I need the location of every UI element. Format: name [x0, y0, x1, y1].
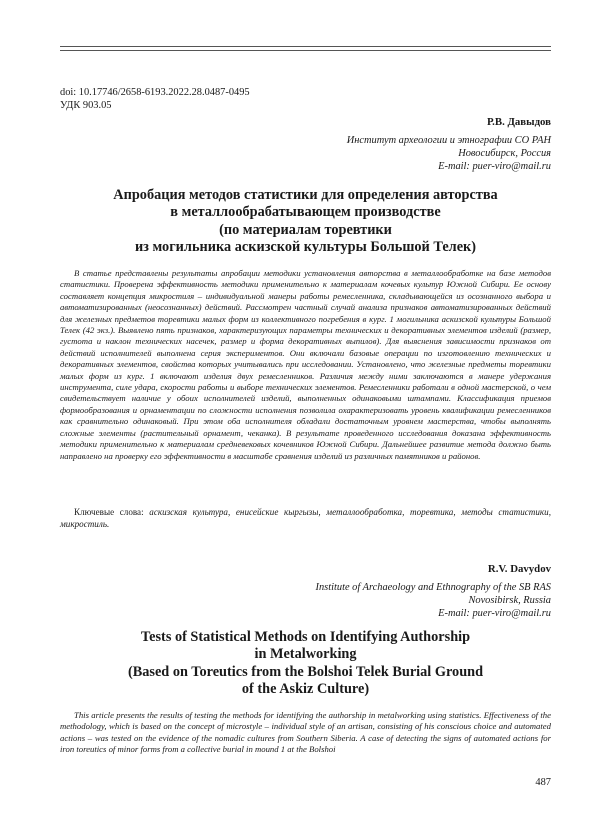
- keywords-label: Ключевые слова:: [74, 507, 144, 517]
- ru-affiliation: Институт археологии и этнографии СО РАН: [346, 135, 551, 146]
- keywords-text: аскизская культура, енисейские кыргызы, металлообработка, торевтика, методы статистики, микростиль.: [60, 507, 551, 529]
- ru-title-line: в металлообрабатывающем производстве: [170, 204, 441, 221]
- en-location: Novosibirsk, Russia: [468, 595, 551, 606]
- ru-keywords: [60, 507, 551, 531]
- ru-title: [60, 187, 551, 257]
- ru-title-line: (по материалам торевтики: [219, 221, 392, 238]
- en-title-line: in Metalworking: [254, 646, 357, 663]
- ru-email: E-mail: puer-viro@mail.ru: [438, 161, 551, 172]
- top-rule-thin: [60, 50, 551, 51]
- en-title-line: of the Askiz Culture): [241, 681, 370, 698]
- en-abstract: This article presents the results of testing the methods for identifying the authorship in metalworking using statistics. Effectiveness of the methodology, which is based on the concept of microstyle – individual style of an artisan, consisting of his conscious choice and automated actions – was tested on the evidence of the nomadic cultures from Southern Siberia. A case of detecting the signs of automated actions for iron toreutics of minor forms from a collective burial in mound 1 at the Bolshoi: [60, 710, 551, 755]
- en-email: E-mail: puer-viro@mail.ru: [438, 608, 551, 619]
- en-author-block: [316, 563, 551, 620]
- ru-author-block: [347, 116, 551, 173]
- en-author-name: R.V. Davydov: [487, 563, 551, 575]
- ru-title-line: Апробация методов статистики для определения авторства: [113, 187, 498, 203]
- top-rule: [60, 46, 551, 47]
- en-affiliation: Institute of Archaeology and Ethnography of the SB RAS: [315, 582, 551, 593]
- ru-title-line: из могильника аскизской культуры Большой Телек): [134, 239, 477, 256]
- ru-abstract: В статье представлены результаты апробации методики установления авторства в металлообработке на базе методов статистики. Проверена эффективность методики применительно к материалам кочевых культур Южной Сибири. Ее основу составляет концепция микростиля – индивидуальной манеры работы ремесленника, складывающейся из осознанного выбора и автоматизированных (неосознанных) действий. Рассмотрен частный случай анализа признаков автоматизированных действий для железных предметов торевтики малых форм из коллективного погребения в кург. 1 могильника аскизской культуры Большой Телек (42 экз.). Выявлено пять признаков, характеризующих параметры технических и декоративных элементов изделий (размер, густота и наклон технических насечек, размер и форма декоративных выпилов). Для выяснения зависимости признаков от действий исполнителей выполнена серия экспериментов. Они включали базовые операции по изготовлению технических и декоративных элементов, свойства которых учитывались при исследовании. Установлено, что железные предметы торевтики малых форм из кург. 1 включают изделия двух ремесленников. Различия между ними заключаются в манере удержания инструмента, силе удара, скорости работы и выборе технических элементов. Ремесленники работали в одной мастерской, о чем свидетельствует наличие у обоих исполнителей изделий, выполненных одинаковыми штампами. Классификация приемов формообразования и орнаментации по сложности исполнения позволила охарактеризовать уровень квалификации ремесленников как сравнительно одинаковый. При этом оба исполнителя обладали достаточным уровнем мастерства, чтобы выполнять сложные элементы (растительный орнамент, чеканка). В результате проведенного исследования доказана эффективность методики применительно к материалам средневековых кочевников Южной Сибири. Дальнейшее развитие метода должно быть направлено на проверку его эффективности в масштабе сравнения изделий из различных памятников и районов.: [60, 268, 551, 461]
- article-meta: [60, 86, 250, 112]
- udk: УДК 903.05: [60, 100, 112, 111]
- ru-location: Новосибирск, Россия: [458, 148, 551, 159]
- page-number: 487: [535, 777, 551, 788]
- doi: doi: 10.17746/2658-6193.2022.28.0487-0495: [60, 87, 250, 98]
- en-title-line: (Based on Toreutics from the Bolshoi Telek Burial Ground: [127, 663, 484, 680]
- ru-author-name: Р.В. Давыдов: [486, 116, 551, 128]
- en-title-line: Tests of Statistical Methods on Identifying Authorship: [140, 629, 471, 645]
- en-title: [60, 629, 551, 699]
